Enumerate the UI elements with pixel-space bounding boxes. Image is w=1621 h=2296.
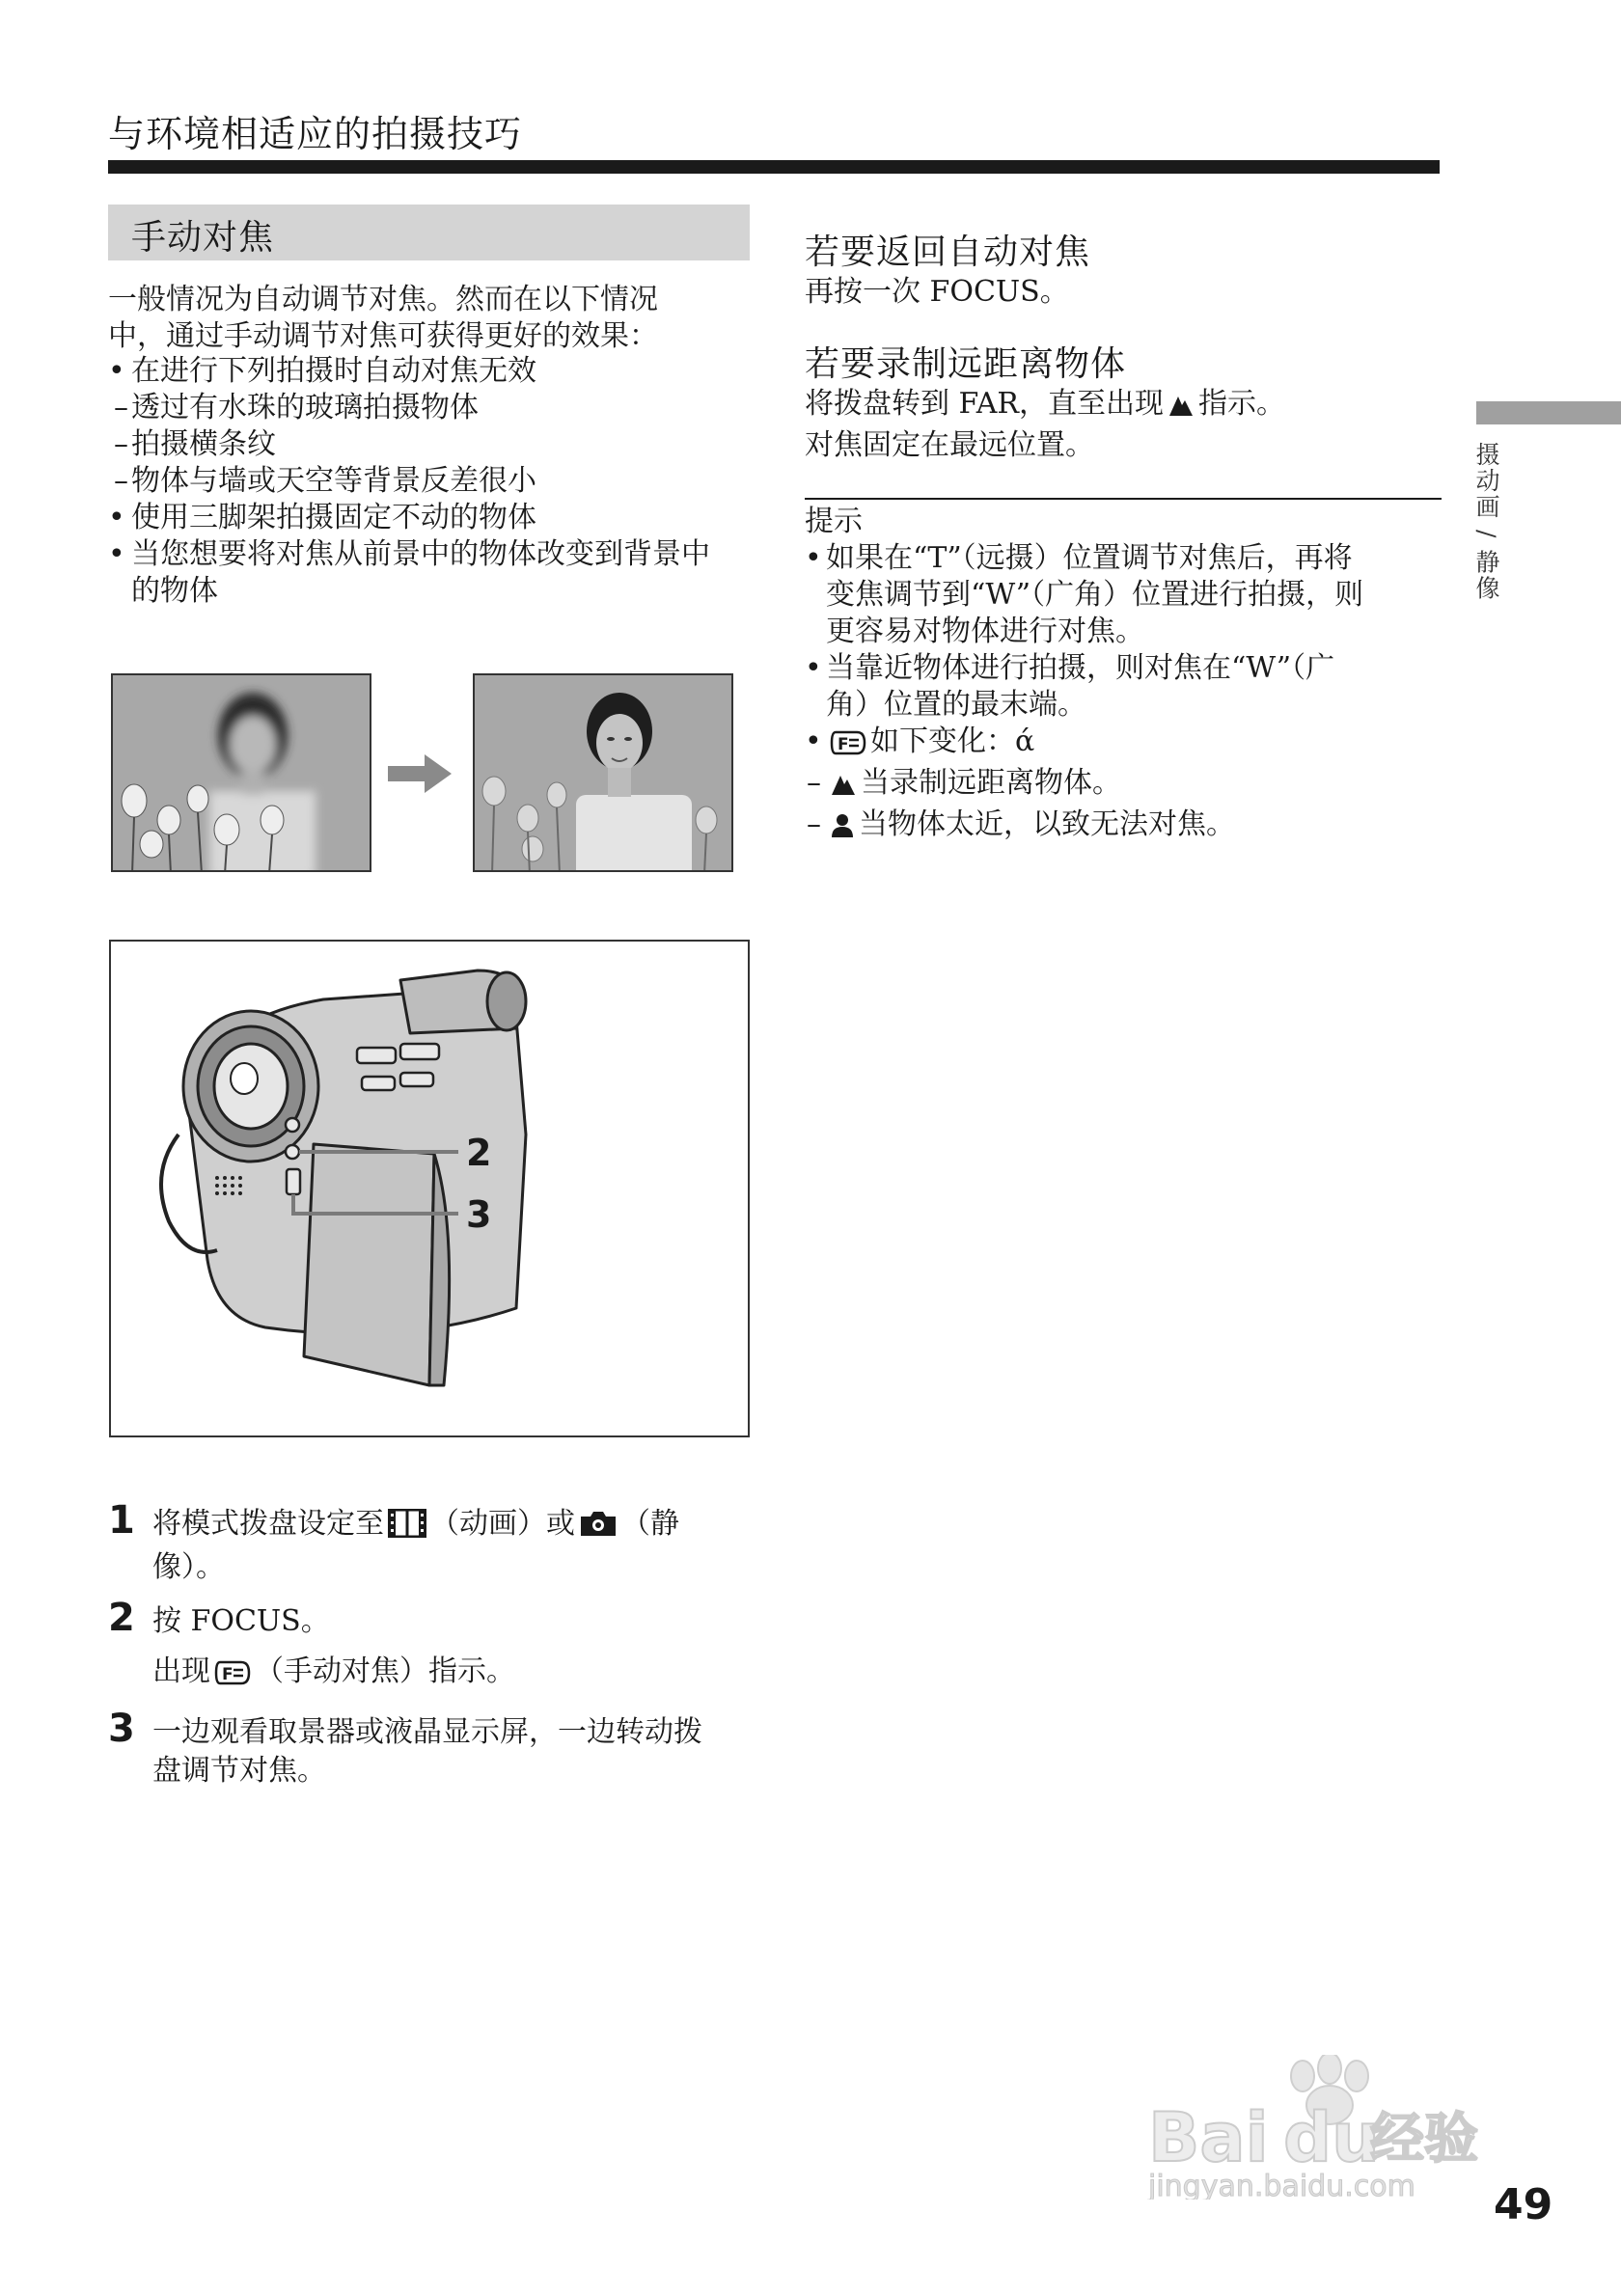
watermark-cn: 经验 (1370, 2108, 1478, 2171)
intro-line: 中，通过手动调节对焦可获得更好的效果： (108, 319, 658, 353)
focused-portrait-photo (473, 673, 733, 872)
manual-focus-icon (830, 728, 866, 765)
intro-line: 一般情况为自动调节对焦。然而在以下情况 (108, 283, 658, 316)
step-text: 一边观看取景器或液晶显示屏，一边转动拨 (152, 1715, 702, 1749)
list-item-text: 的物体 (131, 574, 218, 608)
step-number: 2 (108, 1596, 135, 1640)
list-item-text: 当录制远距离物体。 (861, 766, 1121, 800)
tips-block (805, 504, 1442, 848)
manual-focus-icon (214, 1657, 251, 1696)
paragraph-text: 指示。 (1198, 387, 1285, 421)
side-tab-bar (1476, 401, 1621, 424)
step-number: 3 (108, 1707, 135, 1751)
list-item (805, 650, 1442, 724)
baidu-watermark (1139, 2055, 1505, 2203)
camcorder-illustration (109, 940, 750, 1437)
subheading: 若要返回自动对焦 (805, 232, 1091, 272)
person-icon (830, 811, 855, 848)
step-text: 像）。 (152, 1550, 225, 1584)
mountain-icon (1168, 391, 1195, 427)
subheading: 若要录制远距离物体 (805, 344, 1127, 384)
section-title: 手动对焦 (108, 205, 750, 260)
mountain-icon (830, 770, 857, 806)
tips-title: 提示 (805, 505, 863, 538)
watermark-url: jingyan.baidu.com (1148, 2170, 1415, 2200)
watermark-brand: Bai (1148, 2098, 1269, 2177)
step-1 (108, 1498, 755, 1587)
watermark-brand-2: du (1283, 2098, 1380, 2177)
step-2 (108, 1596, 755, 1641)
return-autofocus-block (805, 232, 1442, 311)
list-item-text: 更容易对物体进行对焦。 (826, 615, 1144, 648)
list-item-text: 当您想要将对焦从前景中的物体改变到背景中 (131, 537, 710, 571)
step-text: 按 FOCUS。 (152, 1604, 330, 1638)
callout-2: 2 (466, 1132, 492, 1174)
svg-text:F: F (222, 1665, 234, 1684)
step-text: （静 (621, 1507, 679, 1541)
step-3 (108, 1707, 755, 1790)
step-text: （手动对焦）指示。 (255, 1654, 515, 1688)
list-item (108, 536, 750, 610)
list-item-text: 当靠近物体进行拍摄，则对焦在“W”（广 (826, 651, 1335, 685)
list-item-text: 变焦调节到“W”（广角）位置进行拍摄，则 (826, 578, 1364, 612)
step-text: 将模式拨盘设定至 (152, 1507, 384, 1541)
tips-list (805, 540, 1442, 848)
list-item: • 使用三脚架拍摄固定不动的物体 (108, 500, 750, 536)
paragraph (805, 386, 1442, 427)
film-strip-icon (388, 1509, 426, 1548)
page-number: 49 (1494, 2180, 1553, 2229)
paragraph: 对焦固定在最远位置。 (805, 428, 1094, 462)
list-item-text: 当物体太近，以致无法对焦。 (859, 807, 1235, 841)
tips-rule (805, 498, 1442, 500)
paragraph: 再按一次 FOCUS。 (805, 275, 1069, 309)
side-tab-label: 摄动画 / 静像 (1472, 442, 1500, 602)
list-item-text: 角）位置的最末端。 (826, 688, 1086, 722)
camera-icon (579, 1509, 618, 1548)
page-title: 与环境相适应的拍摄技巧 (108, 113, 523, 155)
list-item-text: 如果在“T”（远摄）位置调节对焦后，再将 (826, 541, 1353, 575)
step-text: 出现 (152, 1654, 210, 1688)
step-number: 1 (108, 1498, 135, 1543)
far-subject-block (805, 343, 1442, 464)
list-subitem (805, 806, 1442, 848)
right-arrow-icon (388, 754, 452, 797)
list-subitem: – 物体与墙或天空等背景反差很小 (108, 463, 750, 500)
list-subitem: – 透过有水珠的玻璃拍摄物体 (108, 390, 750, 426)
step-text: 盘调节对焦。 (152, 1754, 326, 1788)
steps (108, 1498, 755, 1806)
list-item (805, 724, 1442, 765)
paragraph-text: 将拨盘转到 FAR，直至出现 (805, 387, 1164, 421)
blurred-portrait-photo (111, 673, 371, 872)
conditions-list (108, 353, 750, 610)
list-item-text: 如下变化：ά (870, 724, 1035, 758)
list-item (805, 540, 1442, 650)
intro-paragraph (108, 282, 750, 355)
list-item: • 在进行下列拍摄时自动对焦无效 (108, 353, 750, 390)
step-text: （动画）或 (430, 1507, 575, 1541)
callout-3: 3 (466, 1193, 492, 1236)
step-2-result (108, 1653, 755, 1696)
svg-text:F: • F (838, 735, 849, 754)
list-subitem: – 拍摄横条纹 (108, 426, 750, 463)
header-rule (108, 160, 1440, 174)
list-subitem (805, 765, 1442, 806)
